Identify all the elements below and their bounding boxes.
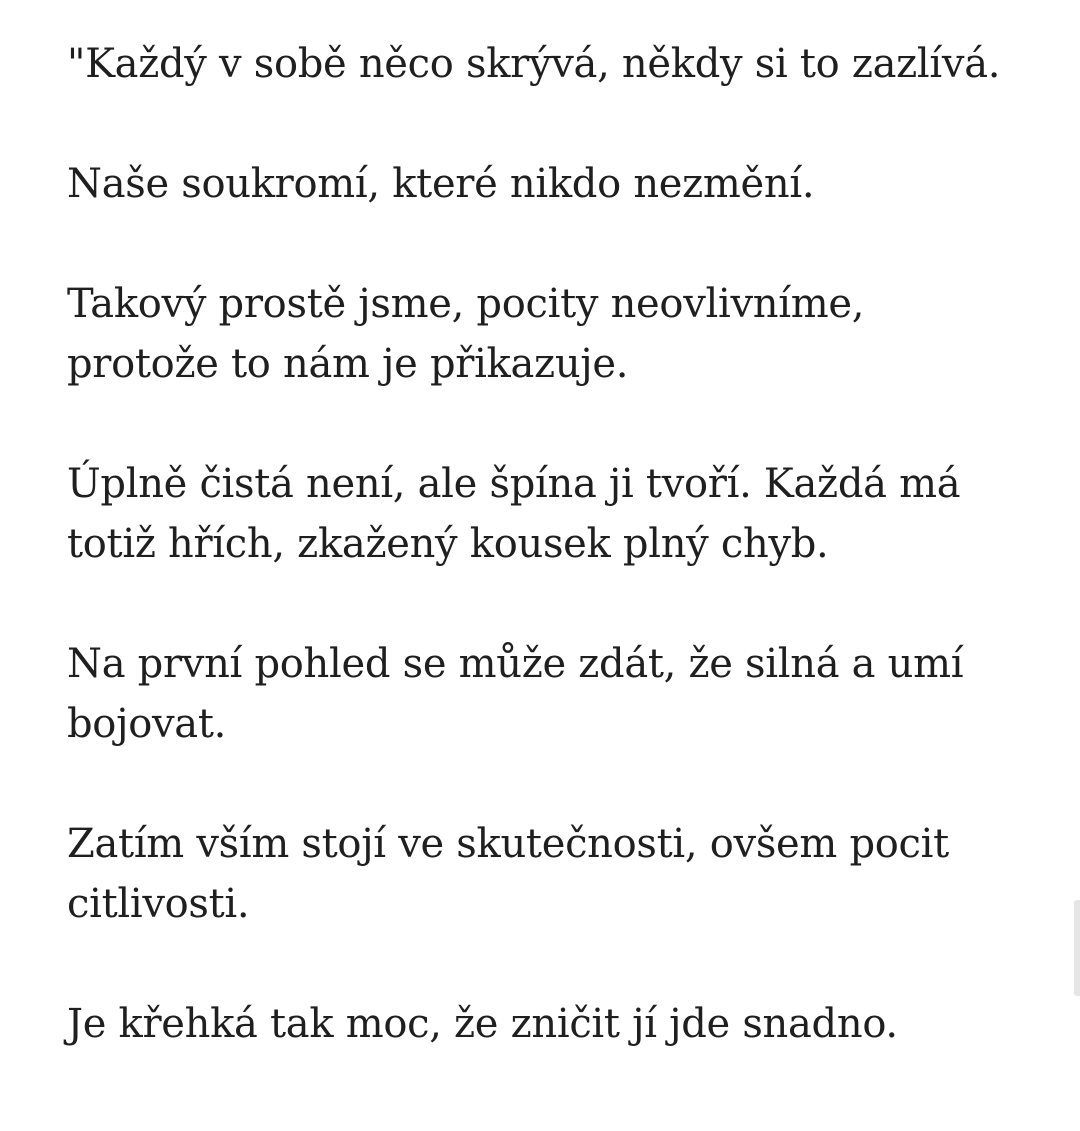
scrollbar-thumb[interactable] <box>1074 900 1080 996</box>
stanza-3: Takový prostě jsme, pocity neovlivníme, protože to nám je přikazuje. <box>67 281 865 387</box>
stanza-7: Je křehká tak moc, že zničit jí jde snadno. <box>67 1001 898 1047</box>
stanza-6: Zatím vším stojí ve skutečnosti, ovšem pocit citlivosti. <box>67 821 949 927</box>
stanza-4: Úplně čistá není, ale špína ji tvoří. Každá má totiž hřích, zkažený kousek plný chyb. <box>67 461 961 567</box>
stanza-5: Na první pohled se může zdát, že silná a umí bojovat. <box>67 641 964 747</box>
poem-text <box>67 34 1017 1054</box>
stanza-1: "Každý v sobě něco skrývá, někdy si to zazlívá. <box>67 41 1001 87</box>
stanza-2: Naše soukromí, které nikdo nezmění. <box>67 161 815 207</box>
